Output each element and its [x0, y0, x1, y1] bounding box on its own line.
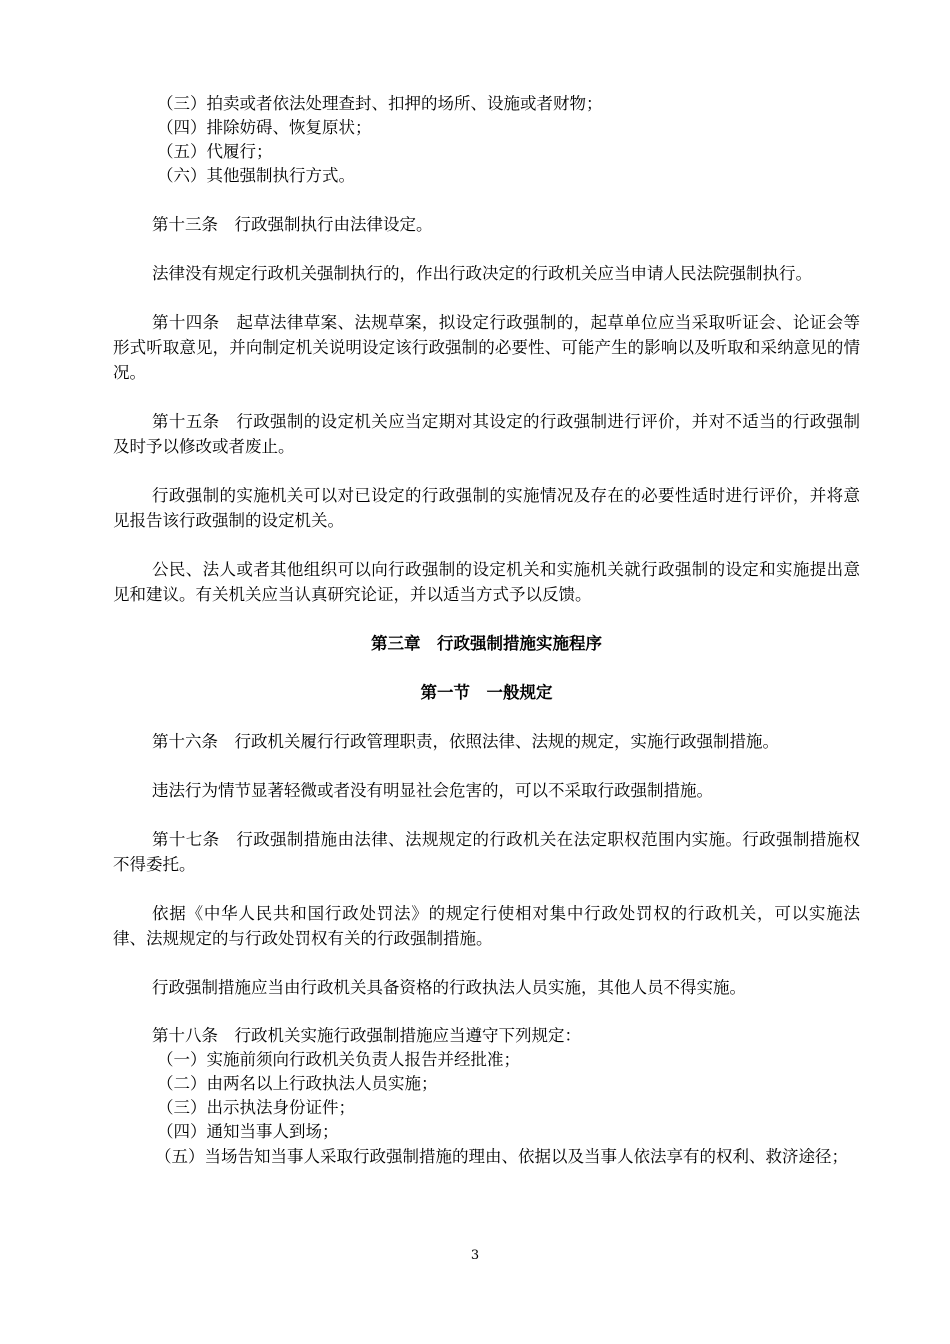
article-17-paragraph-3: 行政强制措施应当由行政机关具备资格的行政执法人员实施，其他人员不得实施。 — [152, 978, 746, 997]
article-15-paragraph-3: 公民、法人或者其他组织可以向行政强制的设定机关和实施机关就行政强制的设定和实施提出意见和建议。有关机关应当认真研究论证，并以适当方式予以反馈。 — [113, 560, 860, 604]
list-item: （四）排除妨碍、恢复原状； — [157, 118, 372, 137]
article-15: 第十五条 行政强制的设定机关应当定期对其设定的行政强制进行评价，并对不适当的行政强制及时予以修改或者废止。 — [113, 412, 860, 456]
list-item: （二）由两名以上行政执法人员实施； — [157, 1074, 438, 1093]
article-18: 第十八条 行政机关实施行政强制措施应当遵守下列规定： — [152, 1026, 581, 1045]
article-17-paragraph-2: 依据《中华人民共和国行政处罚法》的规定行使相对集中行政处罚权的行政机关，可以实施法律、法规规定的与行政处罚权有关的行政强制措施。 — [113, 904, 860, 948]
page-number: 3 — [470, 1248, 480, 1263]
list-item: （三）拍卖或者依法处理查封、扣押的场所、设施或者财物； — [157, 94, 603, 113]
list-item: （五）代履行； — [157, 142, 273, 161]
list-item: （一）实施前须向行政机关负责人报告并经批准； — [157, 1050, 520, 1069]
list-item: （六）其他强制执行方式。 — [157, 166, 355, 185]
article-17: 第十七条 行政强制措施由法律、法规规定的行政机关在法定职权范围内实施。行政强制措施权不得委托。 — [113, 830, 860, 874]
article-14: 第十四条 起草法律草案、法规草案，拟设定行政强制的，起草单位应当采取听证会、论证会等形式听取意见，并向制定机关说明设定该行政强制的必要性、可能产生的影响以及听取和采纳意见的情况。 — [113, 313, 860, 382]
list-item: （五）当场告知当事人采取行政强制措施的理由、依据以及当事人依法享有的权利、救济途径； — [155, 1147, 848, 1166]
document-body — [113, 92, 860, 1169]
article-15-paragraph-2: 行政强制的实施机关可以对已设定的行政强制的实施情况及存在的必要性适时进行评价，并将意见报告该行政强制的设定机关。 — [113, 486, 860, 530]
section-heading: 第一节 一般规定 — [420, 683, 553, 702]
list-item: （三）出示执法身份证件； — [157, 1098, 355, 1117]
chapter-heading: 第三章 行政强制措施实施程序 — [371, 634, 602, 653]
article-16-paragraph-2: 违法行为情节显著轻微或者没有明显社会危害的，可以不采取行政强制措施。 — [152, 781, 713, 800]
article-16: 第十六条 行政机关履行行政管理职责，依照法律、法规的规定，实施行政强制措施。 — [152, 732, 779, 751]
article-13-paragraph-2: 法律没有规定行政机关强制执行的，作出行政决定的行政机关应当申请人民法院强制执行。 — [152, 264, 812, 283]
list-item: （四）通知当事人到场； — [157, 1122, 339, 1141]
article-13: 第十三条 行政强制执行由法律设定。 — [152, 215, 433, 234]
